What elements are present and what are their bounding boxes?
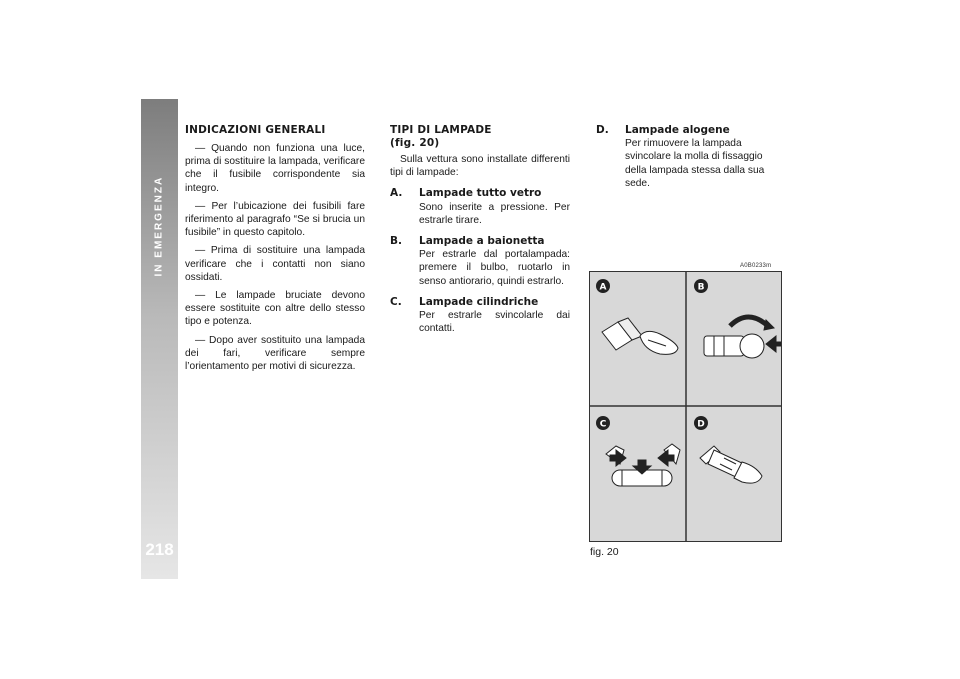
item-text: Sono inserite a pressione. Per estrarle tirare. xyxy=(419,201,570,226)
paragraph: — Quando non funziona una luce, prima di sostituire la lampada, verificare che il fusibile corrispondente sia integro. xyxy=(185,143,365,194)
bayonet-lamp-icon xyxy=(704,317,781,358)
item-title: Lampade tutto vetro xyxy=(419,187,542,200)
item-key: A. xyxy=(390,187,403,200)
paragraph: — Dopo aver sostituito una lampada dei fari, verificare sempre l’orientamento per motivi di sicurezza. xyxy=(185,334,365,373)
panel-label-b xyxy=(694,279,708,293)
panel-label-c xyxy=(596,416,610,430)
svg-text:B: B xyxy=(697,282,705,293)
item-key: B. xyxy=(390,235,402,248)
cylindrical-lamp-icon xyxy=(606,444,680,486)
figure-code: A0B0233m xyxy=(740,263,772,269)
lamp-type-c xyxy=(390,296,570,336)
section-heading: TIPI DI LAMPADE xyxy=(390,124,492,136)
svg-text:C: C xyxy=(599,419,607,430)
halogen-lamp-icon xyxy=(700,446,762,483)
column-general-instructions xyxy=(185,124,365,373)
section-title: IN EMERGENZA xyxy=(153,175,165,277)
panel-label-d xyxy=(694,416,708,430)
item-title: Lampade alogene xyxy=(625,124,730,136)
svg-text:A: A xyxy=(599,282,607,293)
item-key: D. xyxy=(596,124,609,136)
item-title: Lampade cilindriche xyxy=(419,295,539,308)
paragraph: — Per l’ubicazione dei fusibili fare riferimento al paragrafo “Se si brucia un fusibile” in questo capitolo. xyxy=(185,200,365,239)
page-number: 218 xyxy=(145,540,174,559)
lamp-type-a xyxy=(390,187,570,227)
figure-caption: fig. 20 xyxy=(590,546,619,558)
column-lamp-types xyxy=(390,124,570,335)
lamp-illustration xyxy=(590,272,781,541)
all-glass-lamp-icon xyxy=(602,318,678,354)
paragraph: — Le lampade bruciate devono essere sostituite con altre dello stesso tipo e potenza. xyxy=(185,290,365,328)
item-key: C. xyxy=(390,295,402,308)
section-heading: INDICAZIONI GENERALI xyxy=(185,124,326,136)
column-halogen xyxy=(596,124,782,190)
sidebar-band xyxy=(141,99,178,579)
figure-reference: (fig. 20) xyxy=(390,137,440,149)
lamp-types-figure xyxy=(589,271,782,542)
svg-text:D: D xyxy=(697,419,705,430)
item-text: Per rimuovere la lampada svincolare la molla di fissaggio della lampada stessa dalla sua sede. xyxy=(625,138,765,189)
intro-paragraph: Sulla vettura sono installate differenti tipi di lampade: xyxy=(390,154,570,179)
panel-label-a xyxy=(596,279,610,293)
lamp-type-d xyxy=(596,124,782,190)
item-text: Per estrarle svincolarle dai contatti. xyxy=(419,310,570,335)
paragraph: — Prima di sostituire una lampada verificare che i contatti non siano ossidati. xyxy=(185,245,365,283)
item-text: Per estrarle dal portalampada: premere il bulbo, ruotarlo in senso antiorario, quindi estrarlo. xyxy=(419,249,570,287)
lamp-type-b xyxy=(390,235,570,288)
item-title: Lampade a baionetta xyxy=(419,235,545,248)
